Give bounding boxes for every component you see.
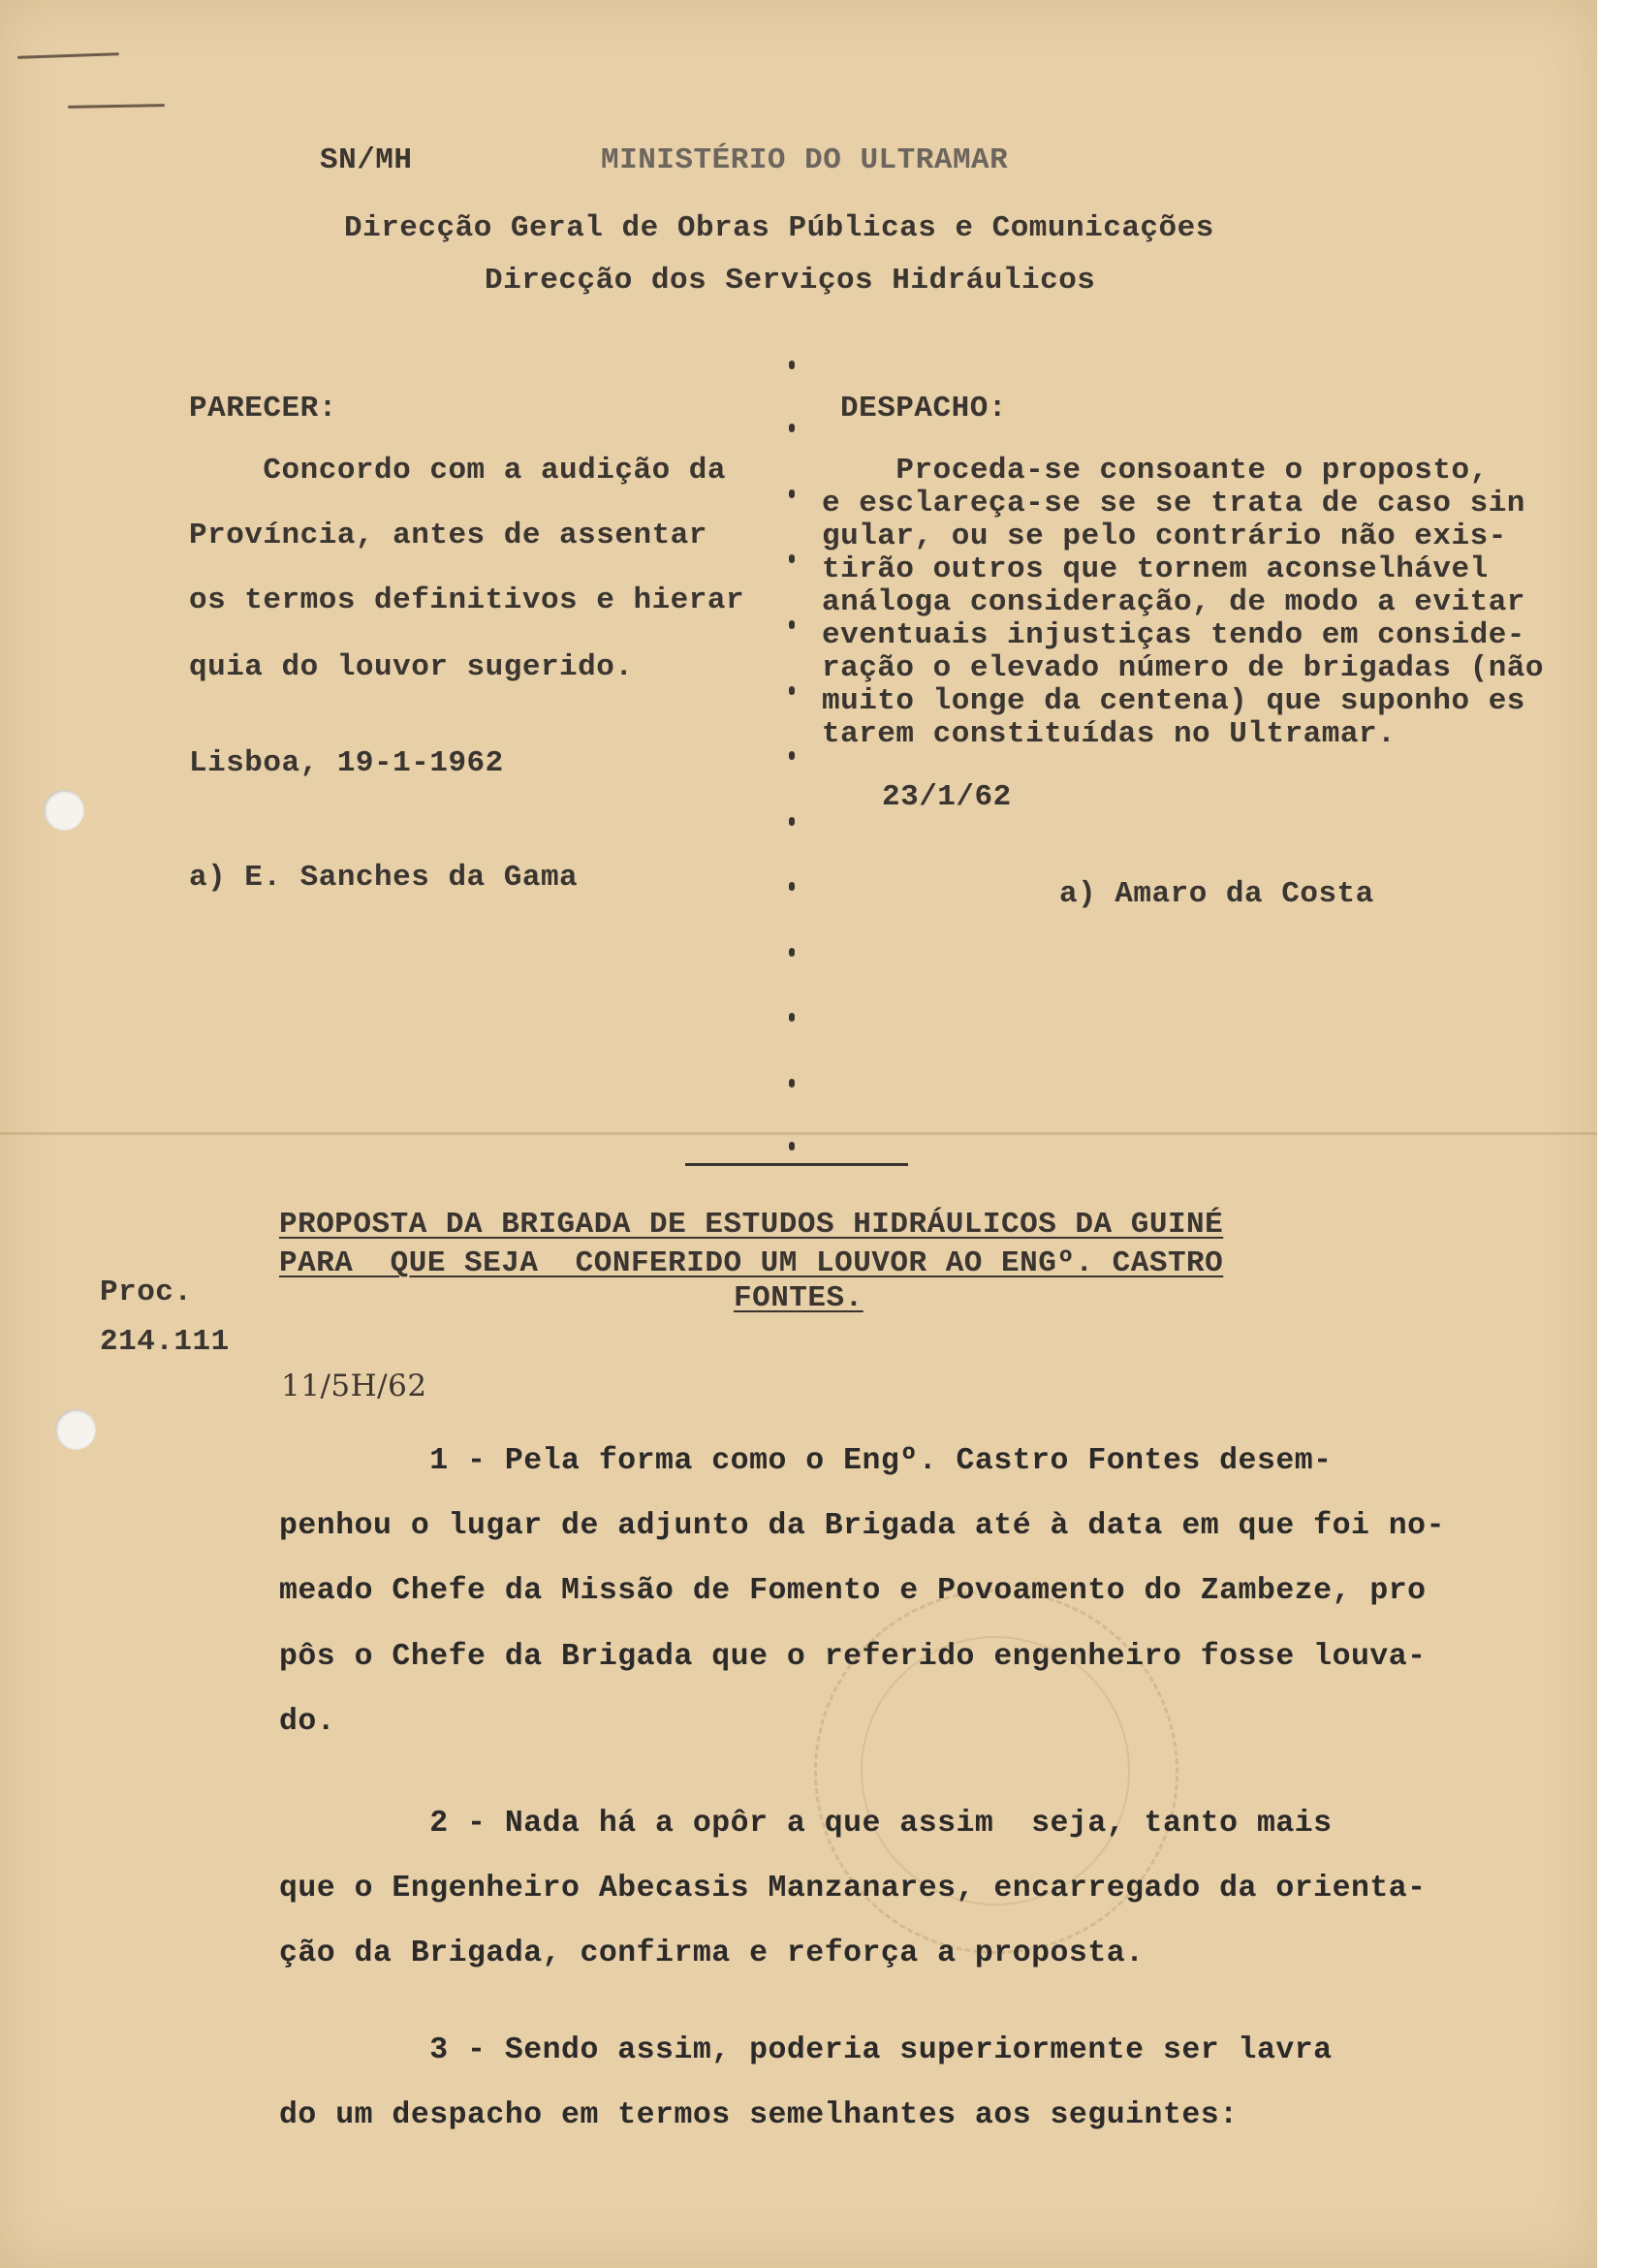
despacho-line: eventuais injustiças tendo em conside-	[822, 618, 1525, 652]
column-divider-dot	[789, 1142, 795, 1150]
handwritten-date: 11/5H/62	[281, 1369, 427, 1403]
column-divider-dot	[789, 751, 795, 760]
punch-hole	[55, 1409, 96, 1450]
despacho-line: muito longe da centena) que suponho es	[822, 684, 1525, 718]
despacho-line: gular, ou se pelo contrário não exis-	[822, 520, 1507, 553]
proposal-title-line: PARA QUE SEJA CONFERIDO UM LOUVOR AO ENGº. CASTRO	[279, 1246, 1224, 1280]
body-line: 1 - Pela forma como o Engº. Castro Fontes desem-	[279, 1444, 1333, 1478]
column-divider-dot	[789, 686, 795, 695]
process-label: Proc.	[100, 1276, 193, 1309]
despacho-signature: a) Amaro da Costa	[1059, 877, 1374, 911]
department-heading: Direcção Geral de Obras Públicas e Comunicações	[344, 211, 1214, 245]
despacho-line: ração o elevado número de brigadas (não	[822, 651, 1545, 685]
despacho-line: tarem constituídas no Ultramar.	[822, 717, 1397, 751]
despacho-line: análoga consideração, de modo a evitar	[822, 585, 1525, 619]
body-line: que o Engenheiro Abecasis Manzanares, encarregado da orienta-	[279, 1872, 1427, 1906]
body-line: penhou o lugar de adjunto da Brigada até à data em que foi no-	[279, 1509, 1445, 1543]
process-number: 214.111	[100, 1325, 230, 1359]
corner-pencil-mark	[17, 52, 119, 59]
body-line: do um despacho em termos semelhantes aos seguintes:	[279, 2098, 1239, 2132]
despacho-label: DESPACHO:	[840, 392, 1007, 425]
paper-fold	[0, 1132, 1597, 1135]
body-line: do.	[279, 1705, 336, 1739]
despacho-date: 23/1/62	[882, 780, 1012, 814]
proposal-title-line: FONTES.	[734, 1281, 864, 1315]
despacho-line: Proceda-se consoante o proposto,	[822, 454, 1489, 488]
ministry-heading: MINISTÉRIO DO ULTRAMAR	[601, 143, 1009, 177]
column-divider-dot	[789, 489, 795, 498]
punch-hole	[44, 790, 84, 831]
column-divider-dot	[789, 882, 795, 891]
body-line: ção da Brigada, confirma e reforça a proposta.	[279, 1937, 1145, 1970]
parecer-line: Província, antes de assentar	[189, 519, 707, 552]
column-divider-dot	[789, 424, 795, 432]
body-line: pôs o Chefe da Brigada que o referido engenheiro fosse louva-	[279, 1640, 1427, 1674]
parecer-label: PARECER:	[189, 392, 337, 425]
body-line: 2 - Nada há a opôr a que assim seja, tanto mais	[279, 1807, 1333, 1841]
body-line: 3 - Sendo assim, poderia superiormente ser lavra	[279, 2033, 1333, 2067]
parecer-line: quia do louvor sugerido.	[189, 650, 634, 684]
column-divider-dot	[789, 948, 795, 957]
despacho-line: e esclareça-se se se trata de caso sin	[822, 487, 1525, 520]
parecer-line: Concordo com a audição da	[189, 454, 726, 488]
parecer-signature: a) E. Sanches da Gama	[189, 861, 579, 895]
parecer-date: Lisboa, 19-1-1962	[189, 746, 504, 780]
column-divider-dot	[789, 817, 795, 826]
column-divider-dot	[789, 361, 795, 369]
reference-code: SN/MH	[320, 143, 413, 177]
column-divider-dot	[789, 1013, 795, 1022]
column-divider-dot	[789, 554, 795, 563]
column-divider-dot	[789, 1079, 795, 1087]
section-rule	[685, 1163, 908, 1166]
parecer-line: os termos definitivos e hierar	[189, 583, 745, 617]
proposal-title-line: PROPOSTA DA BRIGADA DE ESTUDOS HIDRÁULICOS DA GUINÉ	[279, 1208, 1224, 1242]
corner-pencil-mark	[68, 104, 165, 109]
column-divider-dot	[789, 620, 795, 629]
despacho-line: tirão outros que tornem aconselhável	[822, 552, 1489, 586]
service-heading: Direcção dos Serviços Hidráulicos	[485, 264, 1096, 298]
body-line: meado Chefe da Missão de Fomento e Povoamento do Zambeze, pro	[279, 1574, 1427, 1608]
